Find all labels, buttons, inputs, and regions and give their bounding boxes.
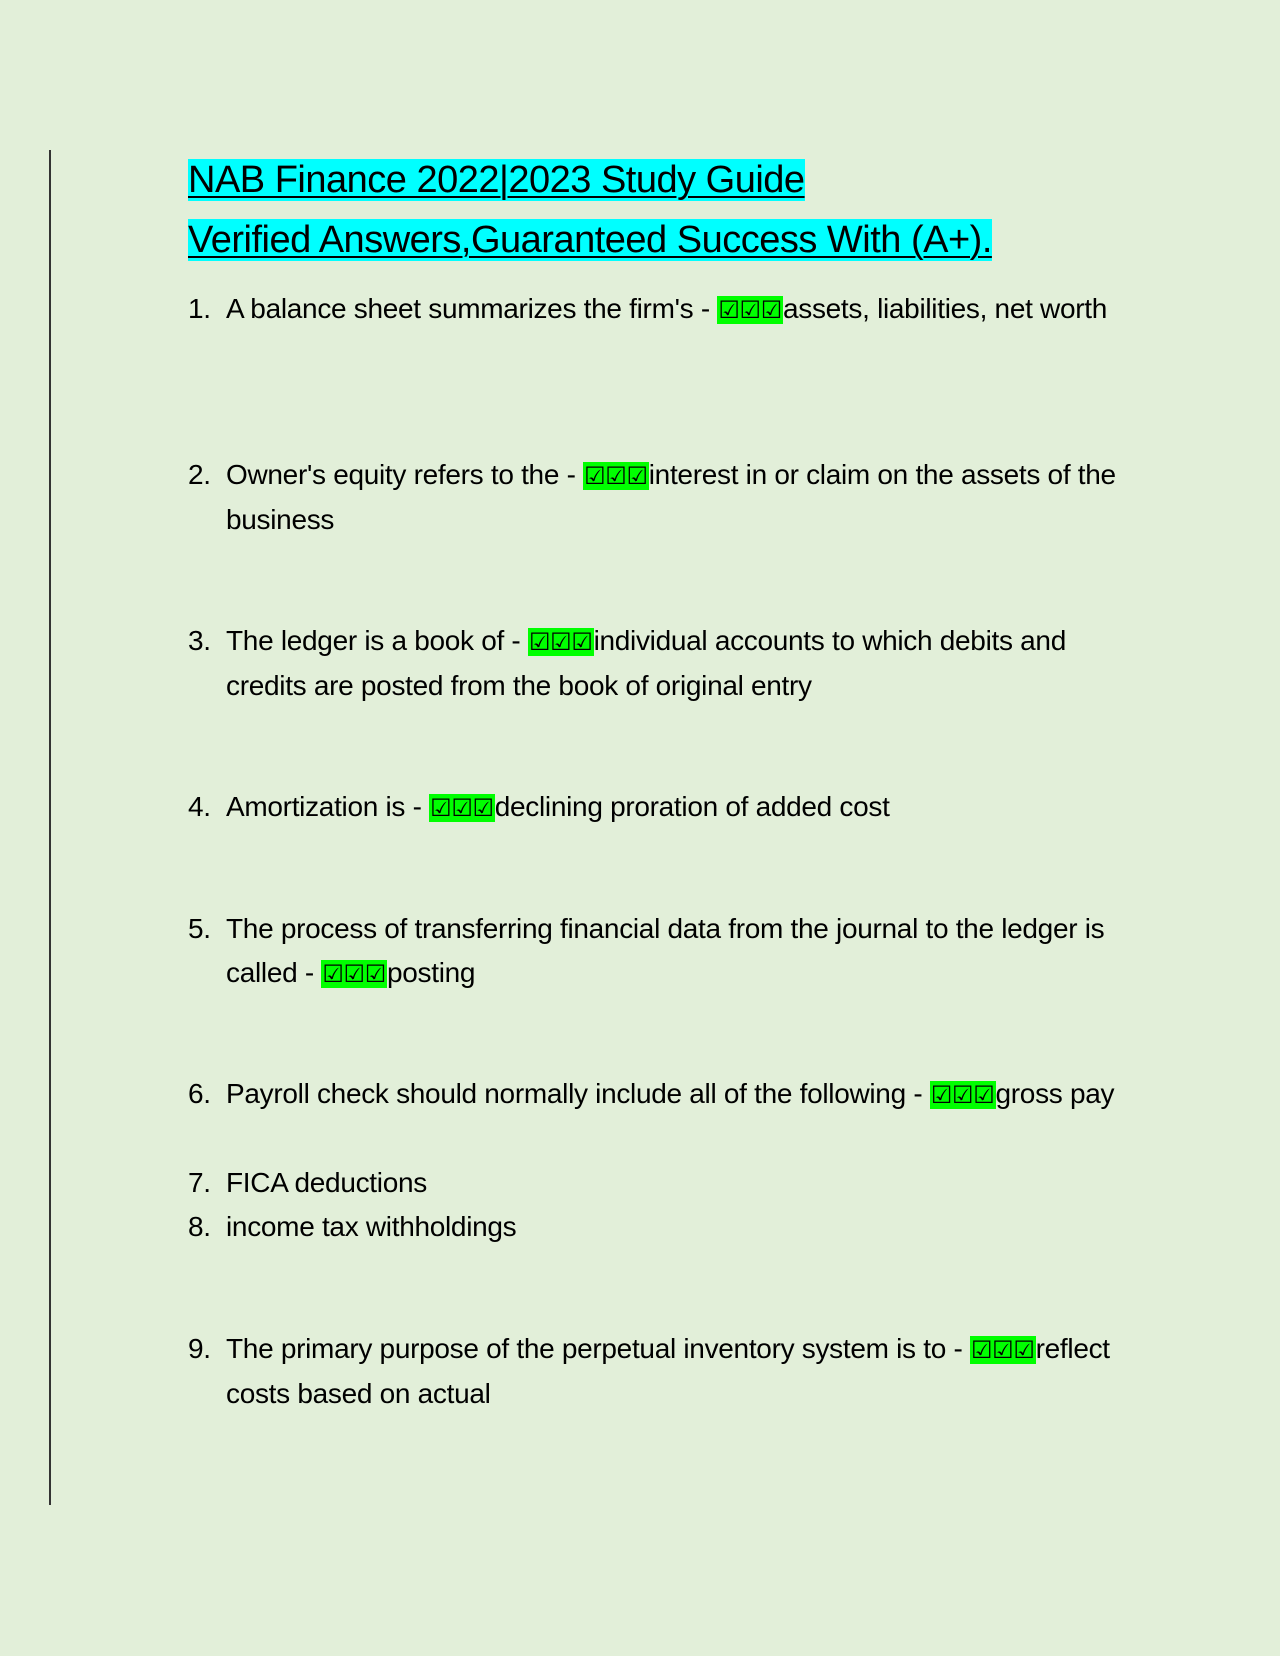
answer-text: gross pay [995,1078,1115,1109]
question-text: The ledger is a book of - [226,625,528,656]
item-text: FICA deductions [226,1167,427,1198]
item-number: 1. [188,293,211,324]
item-number: 9. [188,1333,211,1364]
question-text: Amortization is - [226,791,430,822]
item-number: 5. [188,913,211,944]
title-line-1: NAB Finance 2022|2023 Study Guide [188,159,805,201]
question-text: The primary purpose of the perpetual inventory system is to - [226,1333,970,1364]
answer-text: interest in or claim on the assets of the business [226,459,1116,535]
question-text: Owner's equity refers to the - [226,459,584,490]
checkmark-icon: ☑☑☑ [718,296,782,324]
list-item [188,1072,1148,1117]
answer-text: reflect costs based on actual [226,1333,1110,1409]
answer-text: assets, liabilities, net worth [782,293,1108,324]
title-line-2: Verified Answers,Guaranteed Success With (A+). [188,219,992,261]
item-number: 3. [188,625,211,656]
checkmark-icon: ☑☑☑ [528,628,593,656]
item-number: 7. [188,1167,211,1198]
checkmark-icon: ☑☑☑ [430,794,494,822]
checkmark-icon: ☑☑☑ [970,1336,1035,1364]
item-number: 2. [188,459,211,490]
list-item [188,453,1148,542]
list-item [188,907,1148,996]
item-number: 4. [188,791,211,822]
list-item [188,619,1148,708]
list-item [188,785,1148,830]
checkmark-icon: ☑☑☑ [322,960,386,988]
list-item [188,287,1148,332]
item-number: 6. [188,1078,211,1109]
checkmark-icon: ☑☑☑ [930,1081,995,1109]
list-item [188,1161,1148,1205]
answer-text: posting [387,957,476,988]
answer-text: individual accounts to which debits and credits are posted from the book of original entry [226,625,1066,701]
answer-text: declining proration of added cost [494,791,890,822]
item-number: 8. [188,1211,211,1242]
question-text: A balance sheet summarizes the firm's - [226,293,718,324]
list-item [188,1327,1148,1416]
margin-line [49,150,51,1505]
checkmark-icon: ☑☑☑ [584,462,648,490]
question-text: The process of transferring financial data from the journal to the ledger is called - [226,913,1105,988]
item-text: income tax withholdings [226,1211,517,1242]
question-text: Payroll check should normally include all of the following - [226,1078,930,1109]
list-item [188,1205,1148,1249]
document-title [188,150,992,270]
